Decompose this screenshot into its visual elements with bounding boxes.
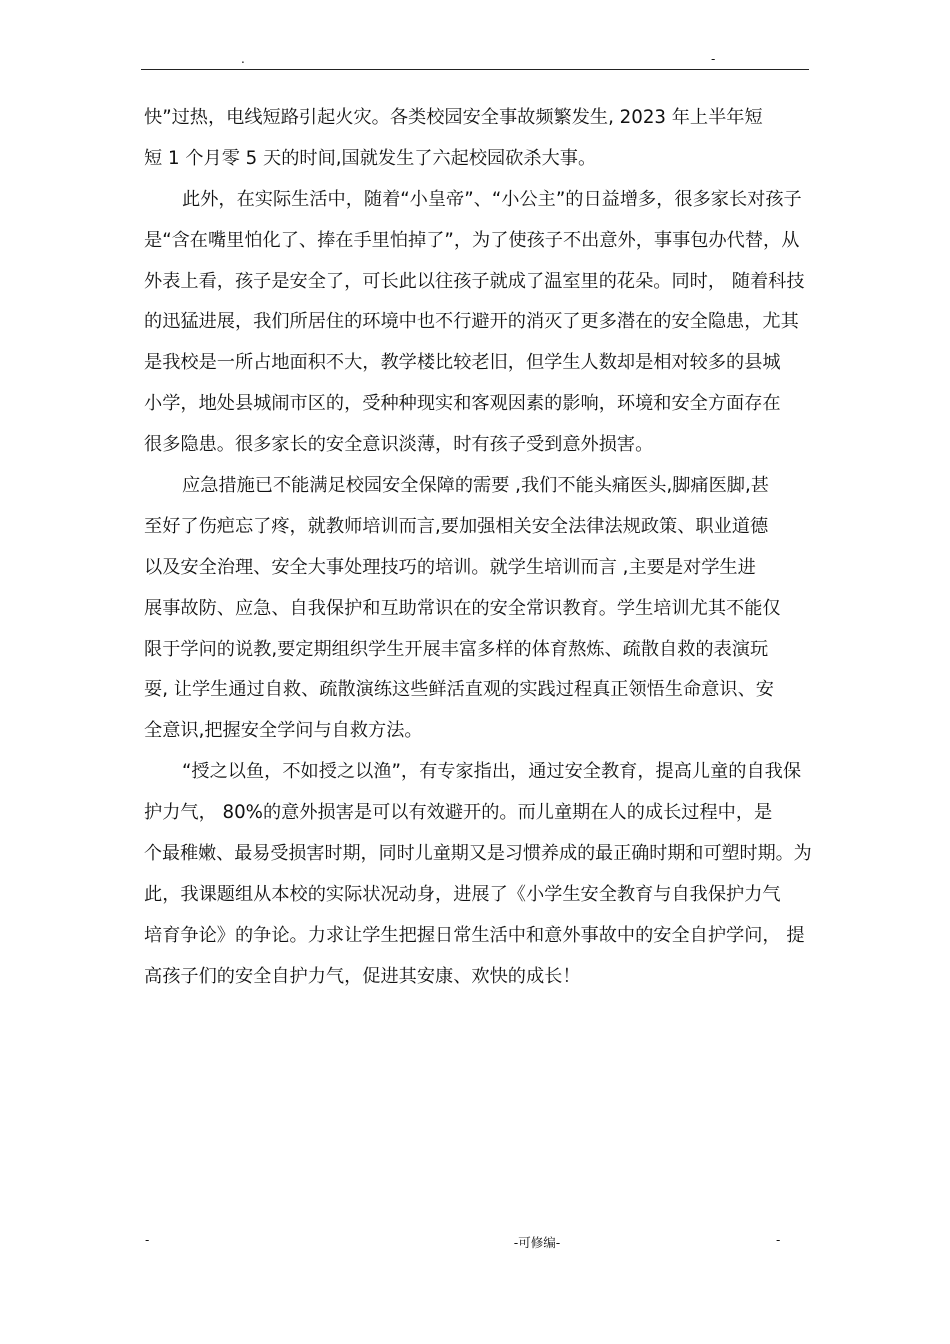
paragraph-1-line-1: 快”过热，电线短路引起火灾。各类校园安全事故频繁发生, 2023 年上半年短	[144, 107, 763, 128]
paragraph-2-line-6: 小学，地处县城闹市区的，受种种现实和客观因素的影响，环境和安全方面存在	[144, 393, 781, 415]
paragraph-2-line-1: 此外，在实际生活中，随着“小皇帝”、“小公主”的日益增多，很多家长对孩子	[182, 188, 802, 210]
paragraph-3-line-6: 耍, 让学生通过自救、疏散演练这些鲜活直观的实践过程真正领悟生命意识、安	[144, 679, 774, 701]
paragraph-4-line-6: 高孩子们的安全自护力气，促进其安康、欢快的成长！	[144, 965, 581, 987]
paragraph-3-line-2: 至好了伤疤忘了疼，就教师培训而言,要加强相关安全法律法规政策、职业道德	[144, 515, 769, 537]
paragraph-4-line-4: 此，我课题组从本校的实际状况动身，进展了《小学生安全教育与自我保护力气	[144, 883, 781, 905]
paragraph-3-line-1: 应急措施已不能满足校园安全保障的需要 ,我们不能头痛医头,脚痛医脚,甚	[182, 475, 769, 497]
paragraph-3-line-4: 展事故防、应急、自我保护和互助常识在的安全常识教育。学生培训尤其不能仅	[144, 597, 781, 619]
paragraph-2-line-2: 是“含在嘴里怕化了、捧在手里怕掉了”，为了使孩子不出意外，事事包办代替，从	[144, 229, 800, 251]
header-mark-right: -	[711, 52, 716, 66]
paragraph-2-line-7: 很多隐患。很多家长的安全意识淡薄，时有孩子受到意外损害。	[144, 434, 654, 456]
footer-editable-note: -可修编-	[513, 1235, 561, 1250]
footer-mark-left: -	[145, 1233, 150, 1247]
paragraph-2-line-4: 的迅猛进展，我们所居住的环境中也不行避开的消灭了更多潜在的安全隐患，尤其	[144, 311, 799, 333]
paragraph-4-line-3: 个最稚嫩、最易受损害时期，同时儿童期又是习惯养成的最正确时期和可塑时期。为	[144, 843, 812, 865]
paragraph-4-line-2: 护力气， 80%的意外损害是可以有效避开的。而儿童期在人的成长过程中，是	[144, 802, 773, 824]
footer-mark-right: -	[776, 1233, 781, 1247]
paragraph-2-line-3: 外表上看，孩子是安全了，可长此以往孩子就成了温室里的花朵。同时， 随着科技	[144, 270, 805, 292]
header-rule	[141, 69, 809, 70]
paragraph-3-line-5: 限于学问的说教,要定期组织学生开展丰富多样的体育熬炼、疏散自救的表演玩	[144, 638, 769, 660]
document-body	[144, 98, 812, 998]
paragraph-3-line-3: 以及安全治理、安全大事处理技巧的培训。就学生培训而言 ,主要是对学生进	[144, 556, 756, 578]
paragraph-4-line-1: “授之以鱼，不如授之以渔”，有专家指出，通过安全教育，提高儿童的自我保	[182, 761, 802, 783]
header-mark-left: .	[241, 52, 245, 66]
paragraph-1-line-2: 短 1 个月零 5 天的时间,国就发生了六起校园砍杀大事。	[144, 147, 597, 169]
paragraph-2-line-5: 是我校是一所占地面积不大，教学楼比较老旧，但学生人数却是相对较多的县城	[144, 352, 781, 374]
paragraph-4-line-5: 培育争论》的争论。力求让学生把握日常生活中和意外事故中的安全自护学问， 提	[144, 924, 805, 946]
paragraph-3-line-7: 全意识,把握安全学问与自救方法。	[144, 720, 423, 742]
